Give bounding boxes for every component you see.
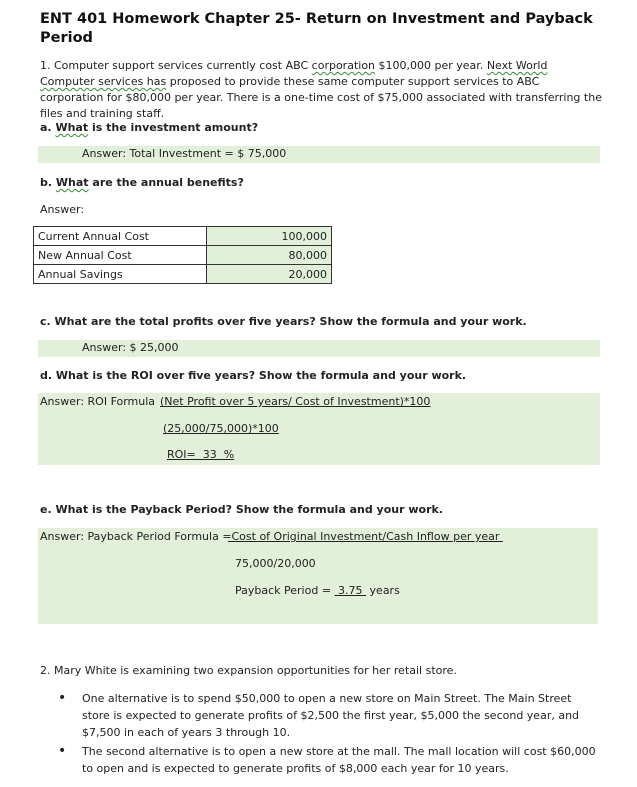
table-cell-label: Annual Savings [34, 265, 207, 284]
spellcheck-next-world: Next World Computer services has [40, 59, 548, 88]
answer-e-label: Answer: Payback Period Formula = [40, 530, 236, 543]
problem-1-text [40, 58, 605, 122]
problem-1-text-part2: $100,000 per year. [378, 59, 484, 72]
answer-e-result [235, 584, 400, 597]
problem-1-text-part1: Computer support services currently cost ABC [54, 59, 309, 72]
spellcheck-corporation: corporation [311, 59, 376, 72]
table-cell-label: New Annual Cost [34, 246, 207, 265]
answer-d-calculation: (25,000/75,000)*100 [163, 422, 279, 435]
answer-a-box [38, 146, 600, 163]
question-b-what: What [55, 176, 89, 189]
problem-1-text-part3: proposed to provide these same computer support services to ABC corporation for $80,000 per year. There is a one-time cost of $75,000 associated with transferring the files and training staff. [40, 75, 602, 120]
list-item [38, 743, 598, 777]
page-title: ENT 401 Homework Chapter 25- Return on Investment and Payback Period [40, 11, 593, 46]
question-a-letter: a. [40, 121, 52, 134]
table-row [34, 246, 332, 265]
problem-1-number: 1. [40, 59, 51, 72]
table-cell-label: Current Annual Cost [34, 227, 207, 246]
answer-d-label: Answer: ROI Formula [40, 395, 156, 408]
question-b [40, 176, 244, 189]
bullet-icon: • [58, 743, 67, 759]
list-item [38, 690, 598, 741]
answer-d-box [38, 393, 600, 465]
answer-c-text: Answer: $ 25,000 [82, 341, 179, 354]
question-a-what: What [55, 121, 89, 134]
question-b-letter: b. [40, 176, 53, 189]
bullet-text: One alternative is to spend $50,000 to open a new store on Main Street. The Main Street store is expected to generate profits of $2,500 the first year, $5,000 the second year, and $7,500 in each of years 3 through 10. [82, 692, 580, 739]
bullet-text: The second alternative is to open a new store at the mall. The mall location will cost $60,000 to open and is expected to generate profits of $8,000 each year for 10 years. [82, 745, 596, 775]
answer-e-box [38, 528, 598, 624]
table-cell-value: 80,000 [207, 246, 332, 265]
problem-2-list [38, 690, 598, 779]
table-row [34, 227, 332, 246]
costs-table [33, 226, 332, 284]
answer-c-box [38, 340, 600, 357]
answer-e-calculation: 75,000/20,000 [235, 557, 316, 570]
question-e: e. What is the Payback Period? Show the formula and your work. [40, 503, 443, 516]
question-a-text: is the investment amount? [91, 121, 259, 134]
question-c: c. What are the total profits over five years? Show the formula and your work. [40, 315, 527, 328]
bullet-icon: • [58, 690, 67, 706]
table-row [34, 265, 332, 284]
question-b-text: are the annual benefits? [92, 176, 244, 189]
question-a [40, 121, 258, 134]
problem-2-intro: 2. Mary White is examining two expansion opportunities for her retail store. [40, 664, 457, 677]
costs-table-wrap [33, 226, 332, 284]
answer-d-formula: (Net Profit over 5 years/ Cost of Investment)*100 [160, 395, 431, 408]
table-cell-value: 100,000 [207, 227, 332, 246]
answer-a-text: Answer: Total Investment = $ 75,000 [82, 147, 287, 160]
payback-label: Payback Period = [235, 584, 335, 597]
answer-b-label: Answer: [40, 203, 85, 216]
answer-e-formula: Cost of Original Investment/Cash Inflow per year [228, 530, 503, 543]
table-cell-value: 20,000 [207, 265, 332, 284]
answer-d-result: ROI= 33 % [167, 448, 235, 461]
payback-unit: years [366, 584, 400, 597]
question-d: d. What is the ROI over five years? Show the formula and your work. [40, 369, 467, 382]
payback-value: 3.75 [334, 584, 367, 597]
